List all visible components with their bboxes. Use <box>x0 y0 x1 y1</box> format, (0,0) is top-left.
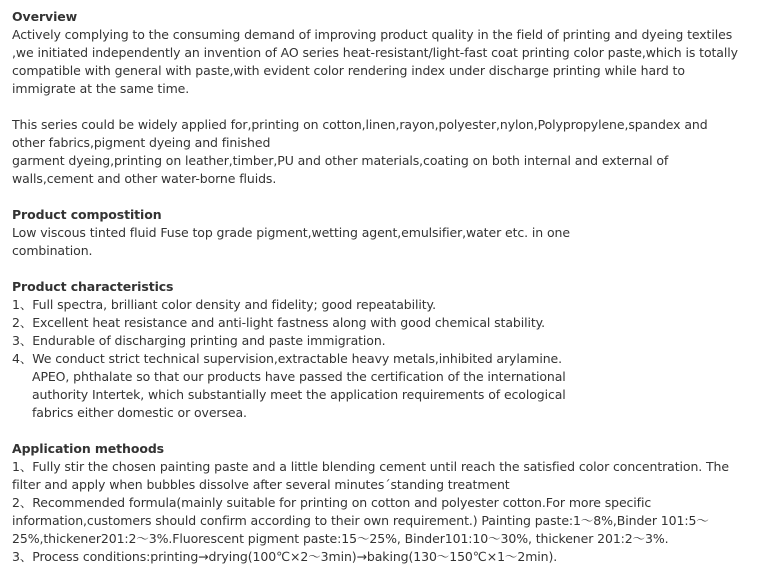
composition-heading: Product compostition <box>12 207 162 222</box>
methods-line: filter and apply when bubbles dissolve after several minutes´standing treatment <box>12 477 510 492</box>
methods-line: 2、Recommended formula(mainly suitable for printing on cotton and polyester cotton.For more specific <box>12 495 652 510</box>
spacer <box>12 260 752 278</box>
methods-heading: Application methoods <box>12 441 165 456</box>
methods-line: 1、Fully stir the chosen painting paste and a little blending cement until reach the satisfied color concentration. The <box>12 459 729 474</box>
overview-applications-line: garment dyeing,printing on leather,timber,PU and other materials,coating on both internal and external of <box>12 153 669 168</box>
overview-line: ,we initiated independently an invention of AO series heat-resistant/light-fast coat printing color paste,which is totally <box>12 45 738 60</box>
composition-line: combination. <box>12 243 93 258</box>
composition-line: Low viscous tinted fluid Fuse top grade pigment,wetting agent,emulsifier,water etc. in one <box>12 225 570 240</box>
spacer <box>12 98 752 116</box>
overview-line: Actively complying to the consuming demand of improving product quality in the field of printing and dyeing textiles <box>12 27 733 42</box>
characteristics-item: 4、We conduct strict technical supervision,extractable heavy metals,inhibited arylamine. <box>12 351 562 366</box>
methods-line: 25%,thickener201:2～3%.Fluorescent pigment paste:15～25%, Binder101:10～30%, thickener 201:2～3%. <box>12 531 669 546</box>
overview-line: compatible with general with paste,with evident color rendering index under discharge printing while hard to <box>12 63 685 78</box>
characteristics-continuation: APEO, phthalate so that our products have passed the certification of the international <box>32 369 566 384</box>
methods-line: information,customers should confirm according to their own requirement.) Painting paste:1～8%,Binder 101:5～ <box>12 513 709 528</box>
methods-line: 3、Process conditions:printing→drying(100℃×2～3min)→baking(130～150℃×1～2min). <box>12 549 558 564</box>
spacer <box>12 422 752 440</box>
spacer <box>12 188 752 206</box>
overview-heading: Overview <box>12 9 78 24</box>
characteristics-item: 1、Full spectra, brilliant color density and fidelity; good repeatability. <box>12 297 436 312</box>
overview-applications-line: walls,cement and other water-borne fluids. <box>12 171 277 186</box>
characteristics-continuation: authority Intertek, which substantially meet the application requirements of ecological <box>32 387 566 402</box>
overview-line: immigrate at the same time. <box>12 81 190 96</box>
overview-applications-line: This series could be widely applied for,printing on cotton,linen,rayon,polyester,nylon,Polypropylene,spandex and <box>12 117 708 132</box>
characteristics-heading: Product characteristics <box>12 279 174 294</box>
overview-applications-line: other fabrics,pigment dyeing and finished <box>12 135 271 150</box>
characteristics-item: 3、Endurable of discharging printing and paste immigration. <box>12 333 386 348</box>
characteristics-item: 2、Excellent heat resistance and anti-light fastness along with good chemical stability. <box>12 315 546 330</box>
characteristics-continuation: fabrics either domestic or oversea. <box>32 405 247 420</box>
